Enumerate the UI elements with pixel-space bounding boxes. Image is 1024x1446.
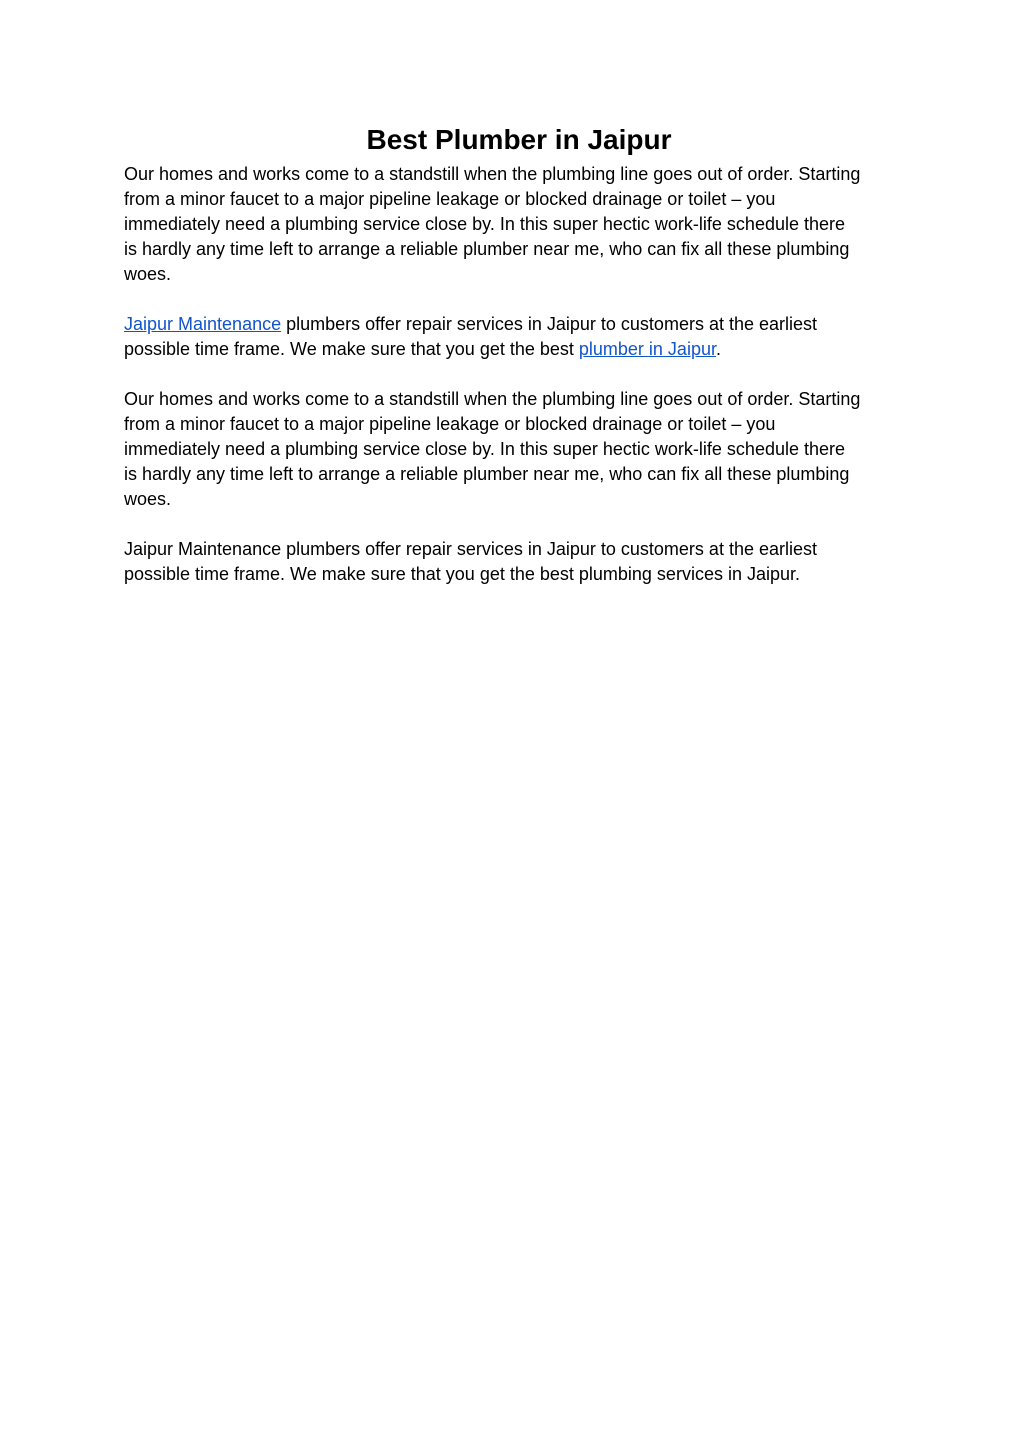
paragraph-line	[124, 312, 914, 337]
paragraph-line: immediately need a plumbing service close by. In this super hectic work-life schedule there	[124, 214, 846, 234]
paragraph-line: Jaipur Maintenance plumbers offer repair services in Jaipur to customers at the earliest	[124, 539, 817, 559]
services-paragraph	[124, 312, 914, 362]
document-title: Best Plumber in Jaipur	[366, 124, 672, 155]
paragraph-line: possible time frame. We make sure that you get the best plumbing services in Jaipur.	[124, 564, 800, 584]
paragraph-line: woes.	[124, 264, 172, 284]
paragraph-line: immediately need a plumbing service close by. In this super hectic work-life schedule there	[124, 439, 846, 459]
repeat-services-paragraph	[124, 537, 914, 587]
paragraph-text: plumbers offer repair services in Jaipur to customers at the earliest	[281, 314, 818, 334]
paragraph-line: is hardly any time left to arrange a reliable plumber near me, who can fix all these plumbing	[124, 239, 850, 259]
paragraph-text: possible time frame. We make sure that you get the best	[124, 339, 579, 359]
document-page	[124, 118, 914, 612]
paragraph-text: .	[715, 339, 721, 359]
paragraph-line: Our homes and works come to a standstill when the plumbing line goes out of order. Starting	[124, 164, 861, 184]
paragraph-line: woes.	[124, 489, 172, 509]
intro-paragraph	[124, 162, 914, 287]
repeat-intro-paragraph	[124, 387, 914, 512]
jaipur-maintenance-link[interactable]: Jaipur Maintenance	[124, 314, 282, 334]
paragraph-line: from a minor faucet to a major pipeline leakage or blocked drainage or toilet – you	[124, 189, 776, 209]
paragraph-line: Our homes and works come to a standstill when the plumbing line goes out of order. Starting	[124, 389, 861, 409]
paragraph-line	[124, 337, 914, 362]
plumber-in-jaipur-link[interactable]: plumber in Jaipur	[578, 339, 716, 359]
paragraph-line: from a minor faucet to a major pipeline leakage or blocked drainage or toilet – you	[124, 414, 776, 434]
paragraph-line: is hardly any time left to arrange a reliable plumber near me, who can fix all these plumbing	[124, 464, 850, 484]
